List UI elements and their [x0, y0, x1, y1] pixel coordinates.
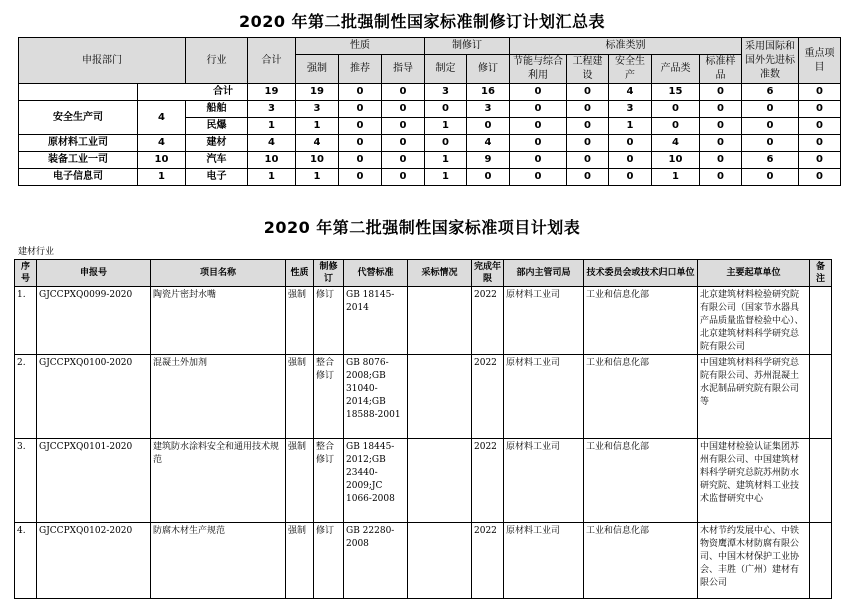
name-cell: 防腐木材生产规范	[151, 523, 286, 599]
dept-count-cell: 1	[138, 169, 186, 186]
header-committee: 技术委员会或技术归口单位	[584, 260, 698, 287]
cell: 0	[382, 169, 425, 186]
remark-cell	[810, 287, 832, 355]
header-formulate: 制定	[425, 55, 467, 84]
cell: 0	[799, 135, 841, 152]
cell: 0	[700, 135, 742, 152]
cell: 1	[652, 169, 700, 186]
cell: 0	[339, 101, 382, 118]
cell: 0	[742, 169, 799, 186]
header-adopt: 采标情况	[408, 260, 472, 287]
dept-cell: 原材料工业司	[19, 135, 138, 152]
table-row	[19, 135, 841, 152]
header-key: 重点项目	[799, 38, 841, 84]
cell: 0	[382, 118, 425, 135]
cell: 10	[296, 152, 339, 169]
adopt-cell	[408, 287, 472, 355]
drafter-cell: 中国建筑材料科学研究总院有限公司、苏州混凝土水泥制品研究院有限公司等	[698, 355, 810, 439]
cell: 0	[567, 101, 609, 118]
year-cell: 2022	[472, 355, 504, 439]
cell: 1	[609, 118, 652, 135]
committee-cell: 工业和信息化部	[584, 523, 698, 599]
table-row	[15, 523, 832, 599]
cell: 6	[742, 152, 799, 169]
cell: 0	[567, 84, 609, 101]
header-product: 产品类	[652, 55, 700, 84]
cell: 0	[742, 135, 799, 152]
table-row	[19, 101, 841, 118]
cell: 0	[609, 169, 652, 186]
cell: 0	[510, 84, 567, 101]
dept-cell: 装备工业一司	[19, 152, 138, 169]
section-label: 建材行业	[18, 247, 55, 257]
cell: 0	[510, 169, 567, 186]
header-no: 序号	[15, 260, 37, 287]
cell: 10	[248, 152, 296, 169]
cell: 0	[425, 101, 467, 118]
header-nature: 性质	[286, 260, 314, 287]
year-cell: 2022	[472, 287, 504, 355]
header-dept: 部内主管司局	[504, 260, 584, 287]
cell: 19	[248, 84, 296, 101]
cell: 3	[609, 101, 652, 118]
cell: 0	[700, 152, 742, 169]
cell: 0	[339, 152, 382, 169]
cell: 1	[425, 169, 467, 186]
drafter-cell: 北京建筑材料检验研究院有限公司（国家节水器具产品质量监督检验中心）、北京建筑材料科学研究总院有限公司	[698, 287, 810, 355]
cell: 0	[382, 135, 425, 152]
cell: 4	[467, 135, 510, 152]
dept-cell: 电子信息司	[19, 169, 138, 186]
cell: 4	[609, 84, 652, 101]
adopt-cell	[408, 355, 472, 439]
header-category: 标准类别	[510, 38, 742, 55]
header-remark: 备注	[810, 260, 832, 287]
drafter-cell: 中国建材检验认证集团苏州有限公司、中国建筑材料科学研究总院苏州防水研究院、建筑材料工业技术监督研究中心	[698, 439, 810, 523]
committee-cell: 工业和信息化部	[584, 355, 698, 439]
nature-cell: 强制	[286, 287, 314, 355]
plan-title: 2020 年第二批强制性国家标准项目计划表	[263, 218, 581, 237]
dept-count-cell: 4	[138, 101, 186, 135]
cell: 0	[799, 169, 841, 186]
header-recommended: 推荐	[339, 55, 382, 84]
dept-cell: 原材料工业司	[504, 523, 584, 599]
replace-cell: GB 18145-2014	[344, 287, 408, 355]
cell: 0	[339, 84, 382, 101]
dept-cell: 原材料工业司	[504, 355, 584, 439]
replace-cell: GB 22280-2008	[344, 523, 408, 599]
header-revision: 制修订	[314, 260, 344, 287]
committee-cell: 工业和信息化部	[584, 439, 698, 523]
plan-table	[14, 259, 832, 599]
no-cell: 2.	[15, 355, 37, 439]
cell: 3	[296, 101, 339, 118]
cell: 0	[467, 118, 510, 135]
cell: 0	[382, 101, 425, 118]
cell: 1	[296, 169, 339, 186]
cell: 0	[700, 101, 742, 118]
cell: 0	[799, 84, 841, 101]
dept-cell: 原材料工业司	[504, 439, 584, 523]
nature-cell: 强制	[286, 355, 314, 439]
header-name: 项目名称	[151, 260, 286, 287]
remark-cell	[810, 523, 832, 599]
header-nature: 性质	[296, 38, 425, 55]
revision-cell: 整合修订	[314, 439, 344, 523]
drafter-cell: 木材节约发展中心、中铁物资鹰潭木材防腐有限公司、中国木材保护工业协会、丰胜（广州）建材有限公司	[698, 523, 810, 599]
name-cell: 陶瓷片密封水嘴	[151, 287, 286, 355]
committee-cell: 工业和信息化部	[584, 287, 698, 355]
cell: 4	[296, 135, 339, 152]
header-intl: 采用国际和国外先进标准数	[742, 38, 799, 84]
total-row	[19, 84, 841, 101]
adopt-cell	[408, 523, 472, 599]
cell: 1	[425, 152, 467, 169]
header-sample: 标准样品	[700, 55, 742, 84]
replace-cell: GB 8076-2008;GB 31040-2014;GB 18588-2001	[344, 355, 408, 439]
table-row	[15, 439, 832, 523]
cell: 0	[567, 169, 609, 186]
cell: 0	[799, 152, 841, 169]
header-revise: 修订	[467, 55, 510, 84]
cell: 15	[652, 84, 700, 101]
dept-count-cell: 10	[138, 152, 186, 169]
total-label: 合计	[138, 84, 248, 101]
revision-cell: 整合修订	[314, 355, 344, 439]
cell: 0	[339, 169, 382, 186]
header-revision: 制修订	[425, 38, 510, 55]
header-industry: 行业	[186, 38, 248, 84]
cell: 16	[467, 84, 510, 101]
revision-cell: 修订	[314, 523, 344, 599]
cell: 0	[339, 135, 382, 152]
year-cell: 2022	[472, 523, 504, 599]
remark-cell	[810, 355, 832, 439]
cell: 0	[700, 84, 742, 101]
table-row	[15, 355, 832, 439]
header-replace: 代替标准	[344, 260, 408, 287]
code-cell: GJCCPXQ0101-2020	[37, 439, 151, 523]
cell: 0	[510, 101, 567, 118]
table-row	[19, 152, 841, 169]
cell: 0	[467, 169, 510, 186]
cell: 9	[467, 152, 510, 169]
code-cell: GJCCPXQ0102-2020	[37, 523, 151, 599]
cell: 0	[382, 84, 425, 101]
cell: 3	[248, 101, 296, 118]
cell: 0	[382, 152, 425, 169]
header-guidance: 指导	[382, 55, 425, 84]
header-code: 申报号	[37, 260, 151, 287]
summary-title: 2020 年第二批强制性国家标准制修订计划汇总表	[238, 12, 606, 31]
cell: 0	[339, 118, 382, 135]
summary-table	[18, 37, 841, 186]
cell: 3	[425, 84, 467, 101]
dept-cell: 原材料工业司	[504, 287, 584, 355]
cell: 0	[742, 101, 799, 118]
industry-cell: 建材	[186, 135, 248, 152]
cell: 1	[425, 118, 467, 135]
cell: 0	[567, 152, 609, 169]
cell: 0	[742, 118, 799, 135]
header-year: 完成年限	[472, 260, 504, 287]
no-cell: 3.	[15, 439, 37, 523]
cell: 0	[652, 118, 700, 135]
industry-cell: 民爆	[186, 118, 248, 135]
cell: 0	[609, 135, 652, 152]
dept-cell: 安全生产司	[19, 101, 138, 135]
table-row	[15, 287, 832, 355]
name-cell: 建筑防水涂料安全和通用技术规范	[151, 439, 286, 523]
cell: 10	[652, 152, 700, 169]
cell: 0	[799, 101, 841, 118]
cell: 0	[567, 118, 609, 135]
cell: 0	[652, 101, 700, 118]
cell: 0	[799, 118, 841, 135]
year-cell: 2022	[472, 439, 504, 523]
header-engineering: 工程建设	[567, 55, 609, 84]
nature-cell: 强制	[286, 523, 314, 599]
cell: 1	[296, 118, 339, 135]
industry-cell: 汽车	[186, 152, 248, 169]
adopt-cell	[408, 439, 472, 523]
revision-cell: 修订	[314, 287, 344, 355]
cell: 19	[296, 84, 339, 101]
code-cell: GJCCPXQ0100-2020	[37, 355, 151, 439]
table-row	[19, 169, 841, 186]
cell: 0	[700, 118, 742, 135]
header-safety: 安全生产	[609, 55, 652, 84]
cell: 3	[467, 101, 510, 118]
industry-cell: 船舶	[186, 101, 248, 118]
remark-cell	[810, 439, 832, 523]
cell: 1	[248, 118, 296, 135]
cell: 0	[567, 135, 609, 152]
header-drafter: 主要起草单位	[698, 260, 810, 287]
cell: 1	[248, 169, 296, 186]
no-cell: 1.	[15, 287, 37, 355]
cell: 0	[510, 118, 567, 135]
dept-count-cell: 4	[138, 135, 186, 152]
cell: 6	[742, 84, 799, 101]
industry-cell: 电子	[186, 169, 248, 186]
cell: 0	[700, 169, 742, 186]
header-total: 合计	[248, 38, 296, 84]
cell: 4	[248, 135, 296, 152]
no-cell: 4.	[15, 523, 37, 599]
cell: 0	[609, 152, 652, 169]
header-energy: 节能与综合利用	[510, 55, 567, 84]
cell: 0	[510, 135, 567, 152]
cell: 0	[510, 152, 567, 169]
name-cell: 混凝土外加剂	[151, 355, 286, 439]
replace-cell: GB 18445-2012;GB 23440-2009;JC 1066-2008	[344, 439, 408, 523]
cell: 0	[425, 135, 467, 152]
header-mandatory: 强制	[296, 55, 339, 84]
nature-cell: 强制	[286, 439, 314, 523]
cell: 4	[652, 135, 700, 152]
code-cell: GJCCPXQ0099-2020	[37, 287, 151, 355]
header-dept: 申报部门	[19, 38, 186, 84]
